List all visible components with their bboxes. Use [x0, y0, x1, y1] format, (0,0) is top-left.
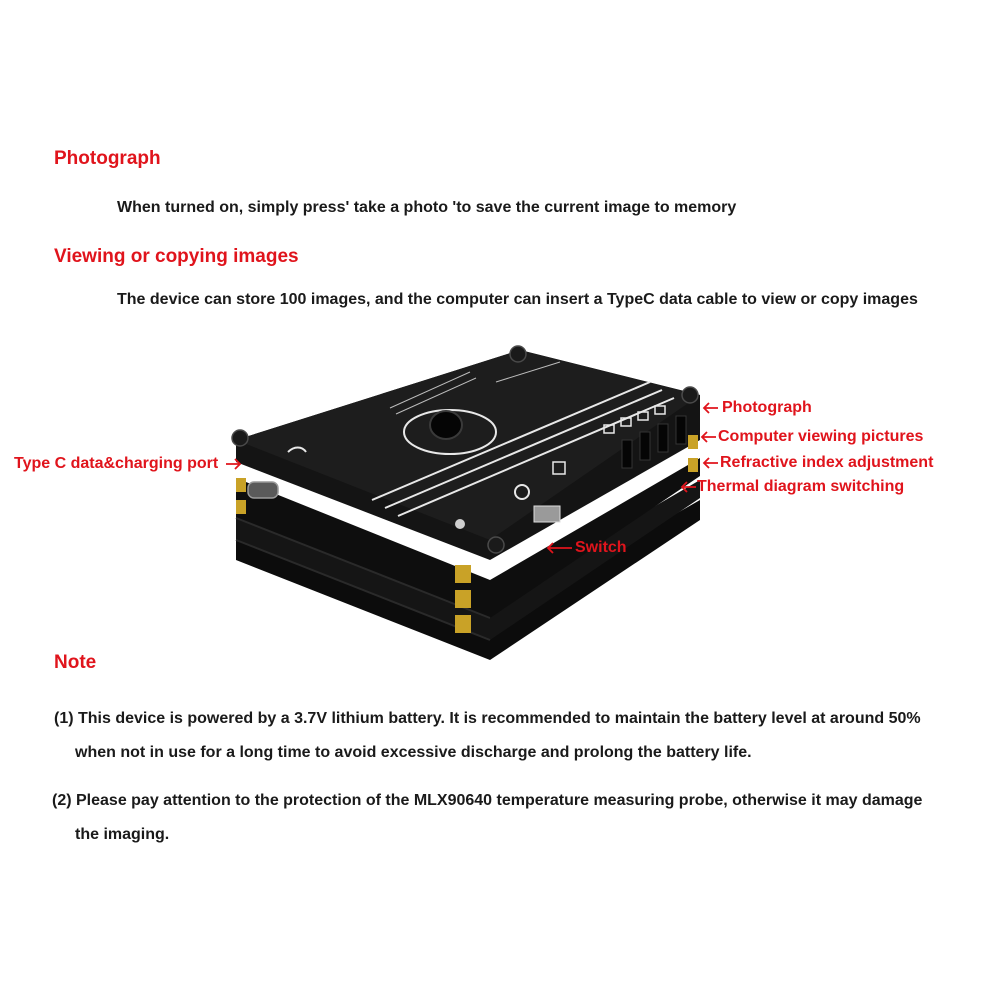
computer-viewing-label: Computer viewing pictures	[718, 428, 924, 445]
device-photo	[0, 330, 1001, 670]
switch-label: Switch	[575, 539, 627, 556]
thermal-switching-label: Thermal diagram switching	[697, 478, 905, 495]
viewing-heading: Viewing or copying images	[54, 246, 299, 267]
photograph-description: When turned on, simply press' take a photo 'to save the current image to memory	[117, 199, 737, 216]
viewing-description: The device can store 100 images, and the computer can insert a TypeC data cable to view or copy images	[117, 291, 918, 308]
photograph-heading: Photograph	[54, 148, 161, 169]
refractive-index-label: Refractive index adjustment	[720, 454, 934, 471]
note-item-2-line-1: (2) Please pay attention to the protection of the MLX90640 temperature measuring probe, otherwise it may damage	[52, 792, 923, 809]
device-board-stack	[232, 346, 700, 660]
note-item-2-line-2: the imaging.	[75, 826, 170, 843]
photograph-button-label: Photograph	[722, 399, 812, 416]
note-item-1-line-2: when not in use for a long time to avoid excessive discharge and prolong the battery life.	[75, 744, 752, 761]
type-c-port-label: Type C data&charging port	[14, 455, 219, 472]
note-item-1-line-1: (1) This device is powered by a 3.7V lithium battery. It is recommended to maintain the battery level at around 50%	[54, 710, 921, 727]
note-heading: Note	[54, 652, 97, 673]
